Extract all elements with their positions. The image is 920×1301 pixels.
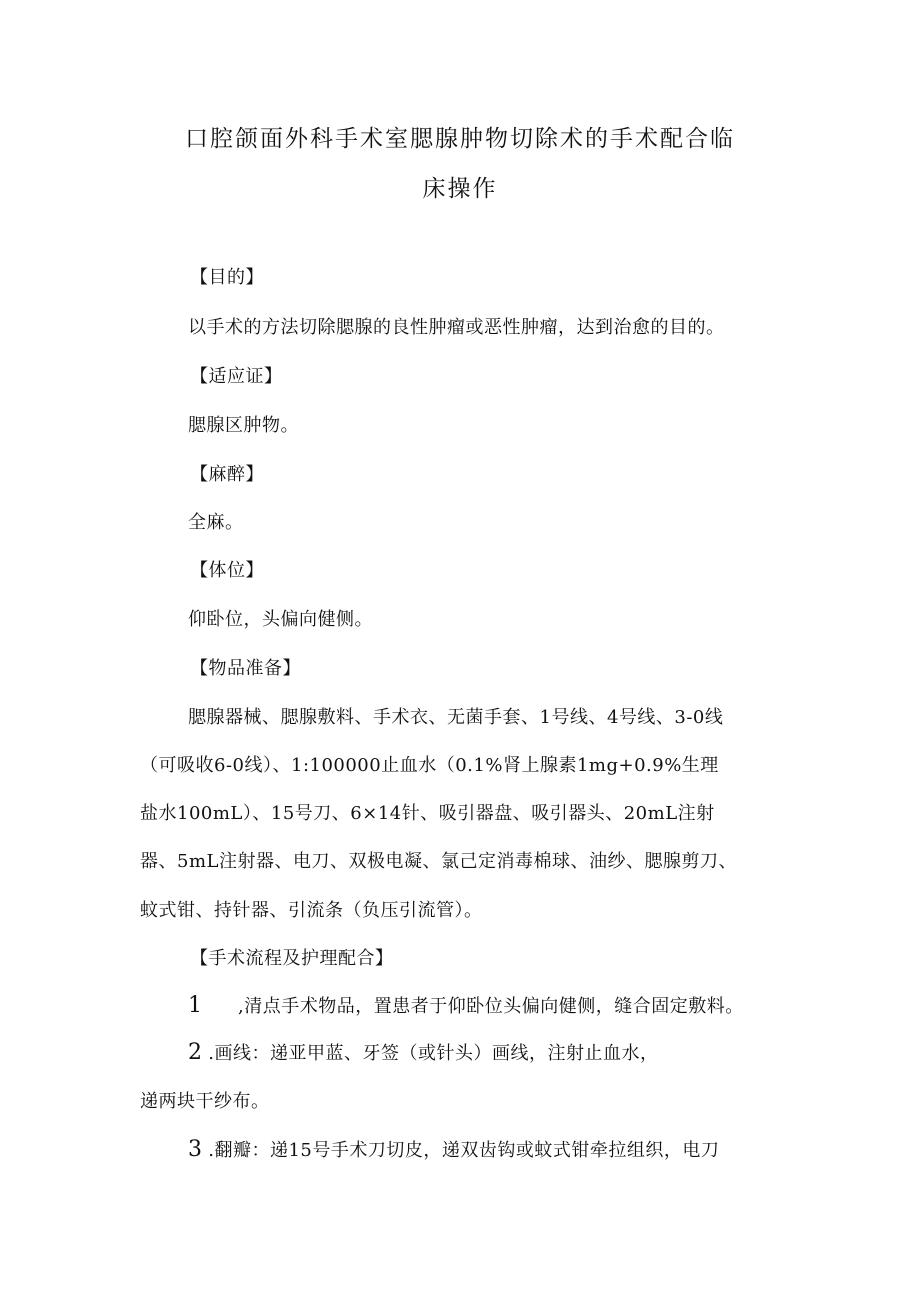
procedure-step-2-continuation: 递两块干纱布。	[140, 1091, 270, 1112]
step-number: 3	[188, 1137, 202, 1162]
supplies-line-2: （可吸收6-0线）、1:100000止血水（0.1%肾上腺素1mg+0.9%生理	[140, 755, 719, 776]
step-text: ,清点手术物品，置患者于仰卧位头偏向健侧，缝合固定敷料。	[238, 996, 744, 1017]
step-number: 1	[188, 993, 202, 1018]
step-text: .画线：递亚甲蓝、牙签（或针头）画线，注射止血水，	[208, 1043, 659, 1064]
section-heading-procedure: 【手术流程及护理配合】	[190, 948, 394, 969]
document-title-line-1: 口腔颌面外科手术室腮腺肿物切除术的手术配合临	[185, 126, 735, 152]
step-text: .翻瓣：递15号手术刀切皮，递双齿钩或蚊式钳牵拉组织，电刀	[208, 1140, 720, 1161]
section-text-indication: 腮腺区肿物。	[188, 415, 299, 436]
supplies-line-1: 腮腺器械、腮腺敷料、手术衣、无菌手套、1号线、4号线、3-0线	[188, 707, 724, 728]
section-text-purpose: 以手术的方法切除腮腺的良性肿瘤或恶性肿瘤，达到治愈的目的。	[188, 317, 725, 338]
section-heading-position: 【体位】	[190, 560, 264, 581]
procedure-step-2	[188, 1039, 658, 1065]
section-text-position: 仰卧位，头偏向健侧。	[188, 609, 373, 630]
section-heading-anesthesia: 【麻醉】	[190, 464, 264, 485]
supplies-line-4: 器、5mL注射器、电刀、双极电凝、氯己定消毒棉球、油纱、腮腺剪刀、	[140, 851, 737, 872]
document-title-line-2: 床操作	[422, 176, 498, 202]
procedure-step-1	[188, 992, 744, 1018]
procedure-step-3	[188, 1136, 719, 1162]
step-number: 2	[188, 1040, 202, 1065]
supplies-line-3: 盐水100mL）、15号刀、6×14针、吸引器盘、吸引器头、20mL注射	[140, 803, 715, 824]
supplies-line-5: 蚊式钳、持针器、引流条（负压引流管）。	[140, 900, 483, 921]
section-text-anesthesia: 全麻。	[188, 512, 244, 533]
section-heading-indication: 【适应证】	[190, 366, 283, 387]
section-heading-supplies: 【物品准备】	[190, 658, 301, 679]
section-heading-purpose: 【目的】	[190, 267, 264, 288]
